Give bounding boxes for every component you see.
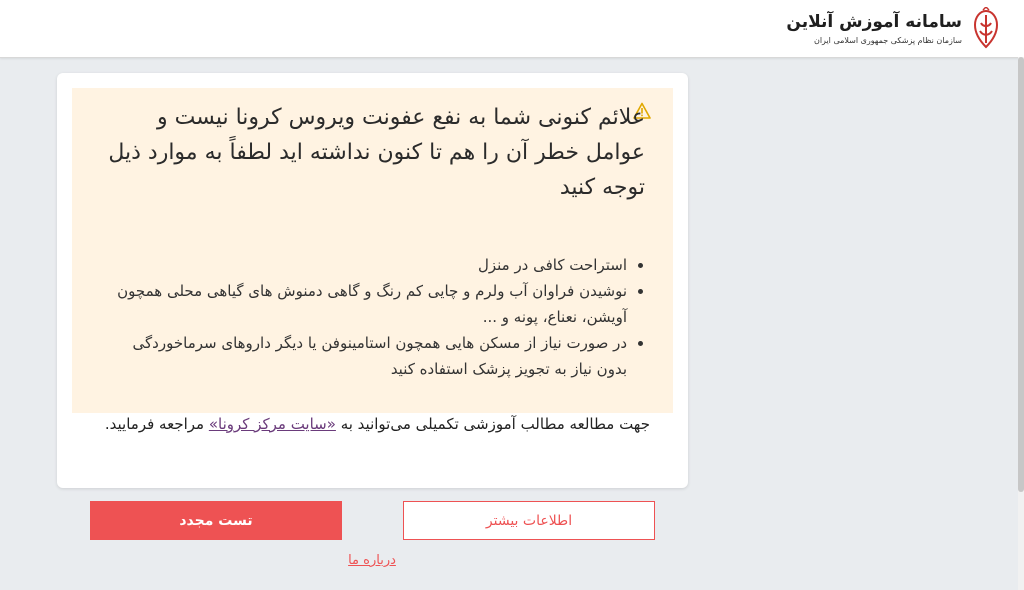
footnote-before: جهت مطالعه مطالب آموزشی تکمیلی می‌توانید به <box>335 415 650 433</box>
list-item: استراحت کافی در منزل <box>107 252 627 278</box>
top-header <box>0 0 1024 58</box>
footnote <box>90 411 650 437</box>
warning-alert <box>72 88 673 413</box>
corona-center-link[interactable]: «سایت مرکز کرونا» <box>208 415 336 433</box>
footnote-after: مراجعه فرمایید. <box>104 415 209 433</box>
alert-title: علائم کنونی شما به نفع عفونت ویروس کرونا نیست و عوامل خطر آن را هم تا کنون نداشته اید لطفاً به موارد ذیل توجه کنید <box>108 105 645 200</box>
app-title: سامانه آموزش آنلاین <box>786 12 962 32</box>
scrollbar-thumb[interactable] <box>1018 57 1024 492</box>
more-info-button[interactable]: اطلاعات بیشتر <box>403 501 655 540</box>
result-card <box>57 73 688 488</box>
brand[interactable] <box>786 6 1002 52</box>
app-subtitle: سازمان نظام پزشکی جمهوری اسلامی ایران <box>813 36 962 45</box>
advice-list <box>107 252 645 382</box>
list-item: در صورت نیاز از مسکن هایی همچون استامینوفن یا دیگر داروهای سرماخوردگی بدون نیاز به تجویز پزشک استفاده کنید <box>107 330 627 382</box>
brand-text <box>786 11 962 47</box>
list-item: نوشیدن فراوان آب ولرم و چایی کم رنگ و گاهی دمنوش های گیاهی محلی همچون آویشن، نعناع، پونه و ... <box>107 278 627 330</box>
logo-icon <box>970 7 1002 51</box>
retry-test-button[interactable]: تست مجدد <box>90 501 342 540</box>
about-us-link[interactable]: درباره ما <box>348 553 396 568</box>
